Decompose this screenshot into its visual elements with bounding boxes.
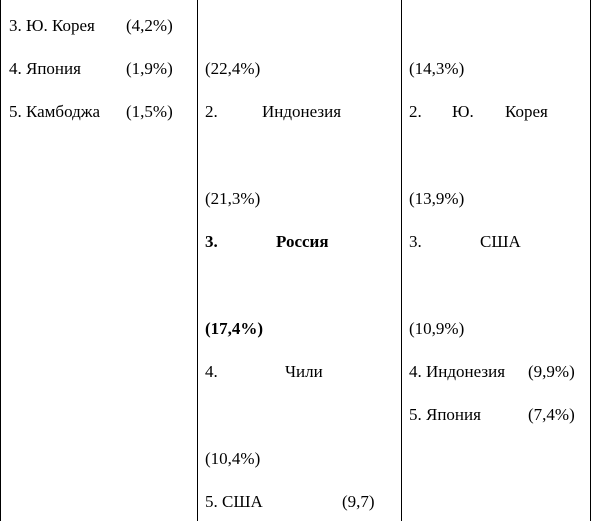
percent-value: (22,4%) [205,59,261,78]
table-border-left [0,0,1,521]
percent-value: (9,7) [342,492,375,511]
col3-line-2 [409,101,584,123]
percent-value: (14,3%) [409,59,465,78]
percent-value: (1,5%) [126,102,173,121]
country-label: 5. США [205,492,263,511]
percent-value: (10,9%) [409,319,465,338]
col2-line-4 [205,231,395,253]
col2-line-6 [205,361,395,383]
rank-number: 3. [205,232,218,251]
country-label: Чили [285,362,323,381]
country-label: 4. Индонезия [409,362,506,381]
col3-line-3 [409,188,464,210]
col1-row-4 [9,58,189,80]
country-label: Россия [276,232,329,251]
percent-value: (21,3%) [205,189,261,208]
country-label: США [480,232,521,251]
rank-number: 4. [205,362,218,381]
col1-row-5 [9,101,189,123]
col2-line-3 [205,188,260,210]
percent-value: (17,4%) [205,319,264,338]
rank-number: 2. [205,102,218,121]
col2-line-5 [205,318,263,340]
country-label: 5. Камбоджа [9,102,101,121]
percent-value: (13,9%) [409,189,465,208]
col2-line-2 [205,101,395,123]
percent-value: (7,4%) [528,405,575,424]
col2-line-8 [205,491,395,513]
col3-line-4 [409,231,584,253]
country-label: 3. Ю. Корея [9,16,95,35]
col3-line-6 [409,361,584,383]
country-label: Индонезия [262,102,342,121]
col2-line-1 [205,58,260,80]
country-label: Корея [505,102,548,121]
percent-value: (1,9%) [126,59,173,78]
percent-value: (9,9%) [528,362,575,381]
column-divider-2 [401,0,402,521]
col3-line-7 [409,404,584,426]
percent-value: (10,4%) [205,449,261,468]
column-divider-1 [197,0,198,521]
percent-value: (4,2%) [126,16,173,35]
country-label-part: Ю. [452,102,474,121]
col3-line-1 [409,58,464,80]
col2-line-7 [205,448,260,470]
country-label: 5. Япония [409,405,481,424]
rank-number: 3. [409,232,422,251]
country-label: 4. Япония [9,59,81,78]
col1-row-3 [9,15,189,37]
col3-line-5 [409,318,464,340]
rank-number: 2. [409,102,422,121]
